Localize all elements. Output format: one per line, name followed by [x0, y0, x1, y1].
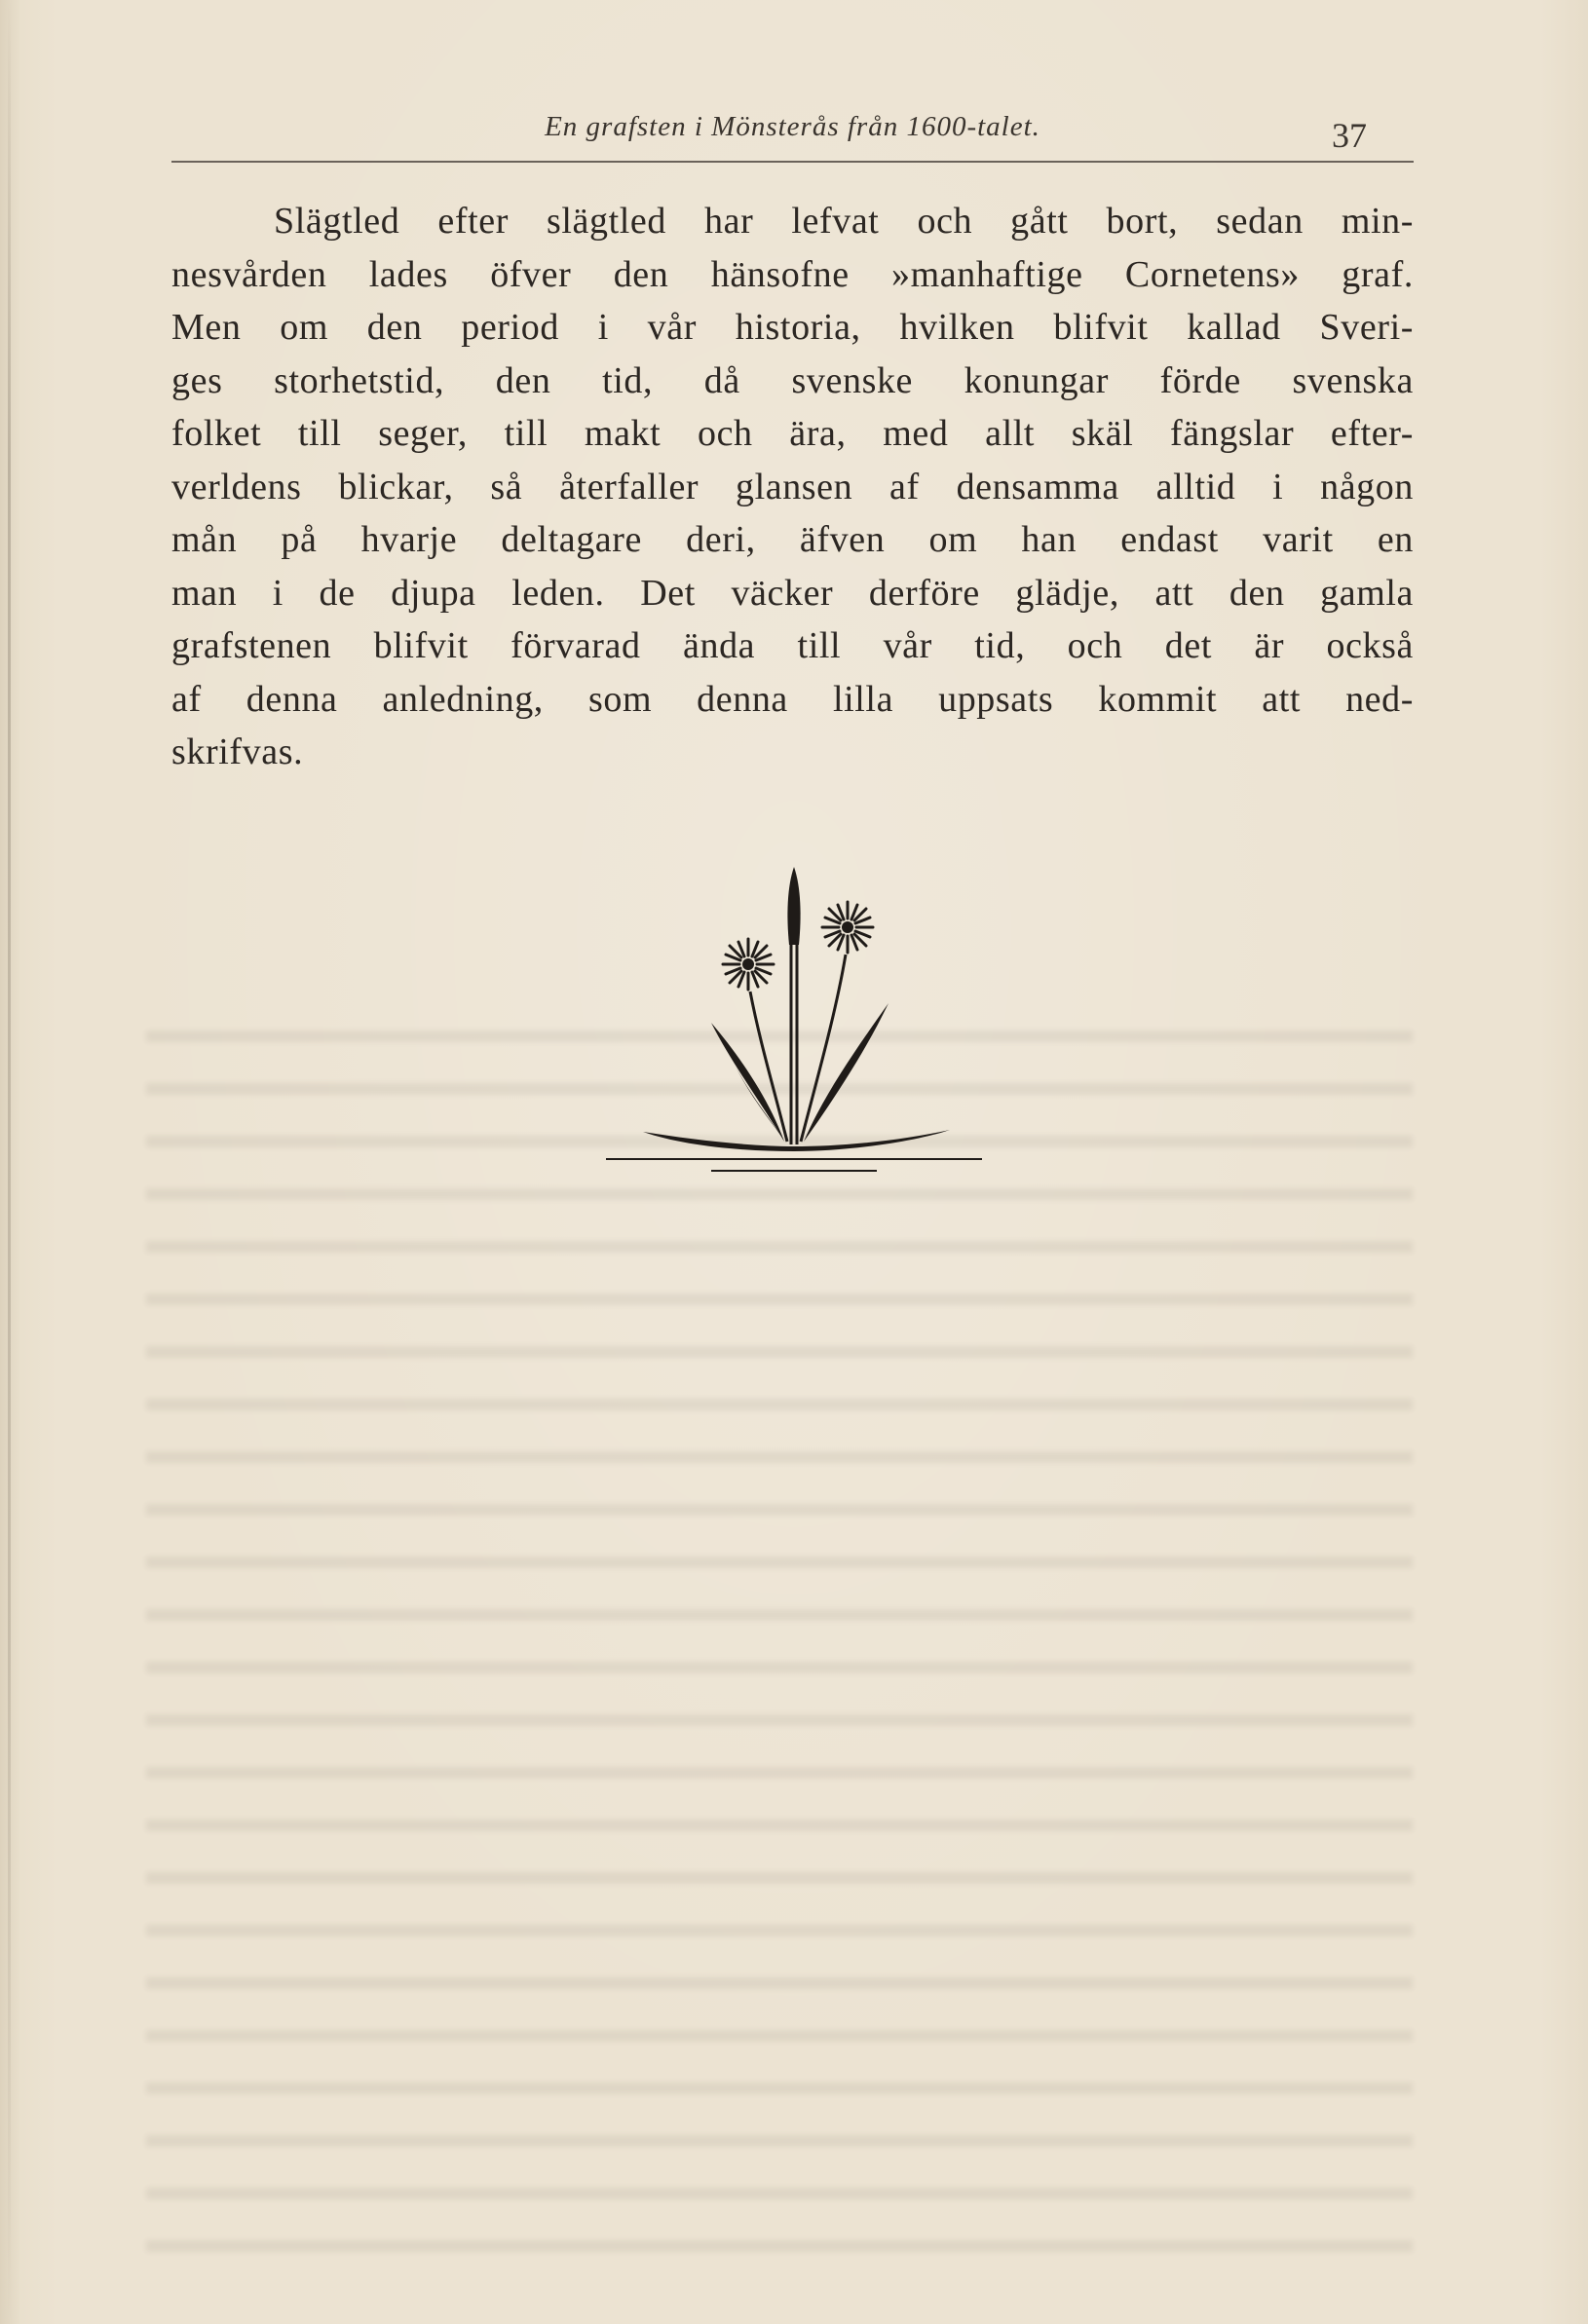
text-line: man i de djupa leden. Det väcker derföre glädje, att den gamla: [171, 572, 1414, 614]
text-line: verldens blickar, så återfaller glansen af densamma alltid i någon: [171, 466, 1414, 507]
text-line: Men om den period i vår historia, hvilken blifvit kallad Sveri-: [171, 307, 1414, 348]
text-line: folket till seger, till makt och ära, med allt skäl fängslar efter-: [171, 413, 1414, 454]
text-line: grafstenen blifvit förvarad ända till vår tid, och det är också: [171, 625, 1414, 666]
page-gutter-shadow: [8, 0, 11, 2324]
text-line: mån på hvarje deltagare deri, äfven om han endast varit en: [171, 519, 1414, 560]
text-line: Slägtled efter slägtled har lefvat och gått bort, sedan min-: [274, 201, 1414, 242]
header-rule: [171, 161, 1414, 163]
body-paragraph: [171, 195, 1414, 779]
page-header: [171, 105, 1414, 164]
running-title: En grafsten i Mönsterås från 1600-talet.: [545, 111, 1040, 142]
show-through-text: [146, 1003, 1413, 2269]
page-number: 37: [1332, 116, 1367, 155]
text-line: skrifvas.: [171, 731, 304, 772]
text-line: nesvården lades öfver den hänsofne »manhaftige Cornetens» graf.: [171, 253, 1414, 295]
text-line: af denna anledning, som denna lilla uppsats kommit att ned-: [171, 678, 1414, 720]
text-line: ges storhetstid, den tid, då svenske konungar förde svenska: [171, 359, 1414, 401]
flower-vignette-icon: [604, 857, 984, 1179]
